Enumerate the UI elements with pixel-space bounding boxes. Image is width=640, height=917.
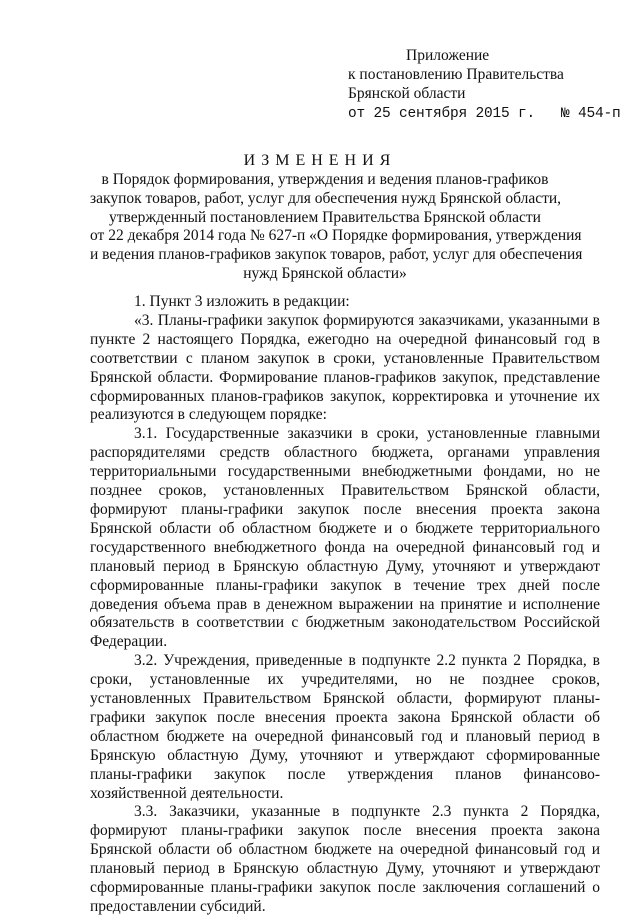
document-subtitle [90, 171, 583, 284]
subtitle-line: утвержденный постановлением Правительства Брянской области [109, 208, 541, 226]
appendix-block [348, 46, 628, 124]
subtitle-line: нужд Брянской области» [243, 264, 407, 282]
appendix-decree-ref: к постановлению Правительства [348, 66, 564, 83]
subtitle-line: от 22 декабря 2014 года № 627-п «О Порядке формирования, утверждения [90, 227, 582, 245]
paragraph-point-3-3: 3.3. Заказчики, указанные в подпункте 2.3 пункта 2 Порядка, формируют планы-графики закупок после внесения проекта закона Брянской области об областном бюджете на очередной финансовый год и плановый период в Брянскую областную Думу, уточняют и утверждают сформированные планы-графики закупок после заключения соглашений о предоставлении субсидий. [90, 803, 600, 915]
subtitle-line: закупок товаров, работ, услуг для обеспечения нужд Брянской области, [90, 189, 562, 207]
appendix-date-line [348, 105, 628, 124]
appendix-region: Брянской области [348, 85, 466, 102]
paragraph-point-3: «3. Планы-графики закупок формируются заказчиками, указанными в пункте 2 настоящего Порядка, ежегодно на очередной финансовый год в соответствии с планом закупок в сроки, установленные Правительством Брянской области. Формирование планов-графиков закупок, представление сформированных планов-графиков закупок, корректировка и уточнение их реализуются в следующем порядке: [90, 311, 600, 424]
subtitle-line: и ведения планов-графиков закупок товаров, работ, услуг для обеспечения [90, 246, 583, 264]
subtitle-line: в Порядок формирования, утверждения и ведения планов-графиков [101, 171, 549, 188]
appendix-number: № 454-п [561, 106, 621, 122]
document-title: ИЗМЕНЕНИЯ [243, 152, 397, 169]
appendix-date: от 25 сентября 2015 г. [348, 106, 536, 122]
paragraph-point-3-2: 3.2. Учреждения, приведенные в подпункте 2.2 пункта 2 Порядка, в сроки, установленные их учредителями, но не позднее сроков, установленных Правительством Брянской области, формируют планы-графики закупок после внесения проекта закона Брянской области об областном бюджете на очередной финансовый год и плановый период в Брянскую областную Думу, уточняют и утверждают сформированные планы-графики закупок после утверждения планов финансово-хозяйственной деятельности. [90, 652, 600, 802]
paragraph-item-1: 1. Пункт 3 изложить в редакции: [134, 293, 350, 310]
document-body [90, 293, 600, 917]
appendix-label: Приложение [406, 47, 490, 64]
paragraph-point-3-1: 3.1. Государственные заказчики в сроки, установленные главными распорядителями средств областного бюджета, органами управления территориальными государственными внебюджетными фондами, но не позднее сроков, установленных Правительством Брянской области, формируют планы-графики закупок после внесения проекта закона Брянской области об областном бюджете и о бюджете территориального государственного внебюджетного фонда на очередной финансовый год и плановый период в Брянскую областную Думу, уточняют и утверждают сформированные планы-графики закупок в течение трех дней после доведения объема прав в денежном выражении на принятие и исполнение обязательств в соответствии с бюджетным законодательством Российской Федерации. [90, 425, 600, 651]
